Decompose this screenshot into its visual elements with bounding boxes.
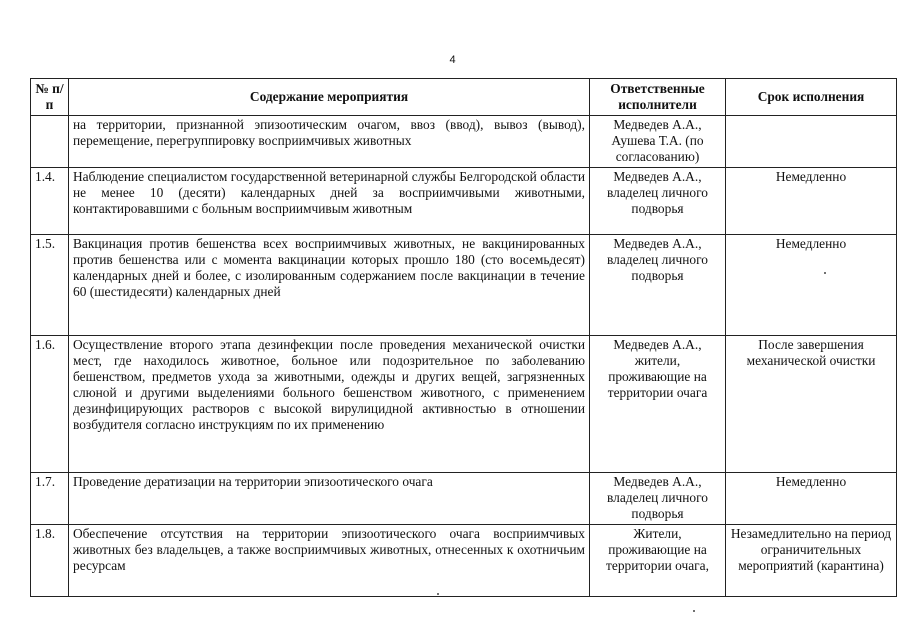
row-num: 1.6. <box>31 336 69 473</box>
measures-table <box>30 78 897 597</box>
header-content: Содержание мероприятия <box>69 79 590 116</box>
table-row <box>31 116 897 168</box>
row-num <box>31 116 69 168</box>
row-term: Немедленно <box>726 235 897 336</box>
row-num: 1.7. <box>31 473 69 525</box>
row-term: Немедленно <box>726 473 897 525</box>
row-num: 1.8. <box>31 525 69 597</box>
row-responsible: Медведев А.А., владелец личного подворья <box>590 473 726 525</box>
scan-speck <box>437 593 439 595</box>
scan-speck <box>824 272 826 274</box>
row-num: 1.4. <box>31 168 69 235</box>
row-term: Немедленно <box>726 168 897 235</box>
table-header-row <box>31 79 897 116</box>
table-row <box>31 336 897 473</box>
row-content: Обеспечение отсутствия на территории эпизоотического очага восприимчивых животных без владельцев, а также восприимчивых животных, отнесенных к охотничьим ресурсам <box>69 525 590 597</box>
scan-speck <box>693 610 695 612</box>
header-term: Срок исполнения <box>726 79 897 116</box>
header-responsible: Ответственные исполнители <box>590 79 726 116</box>
table-row <box>31 168 897 235</box>
row-responsible: Медведев А.А., владелец личного подворья <box>590 235 726 336</box>
row-content: на территории, признанной эпизоотическим очагом, ввоз (ввод), вывоз (вывод), перемещение, перегруппировку восприимчивых животных <box>69 116 590 168</box>
row-content: Наблюдение специалистом государственной ветеринарной службы Белгородской области не менее 10 (десяти) календарных дней за восприимчивыми животными, контактировавшими с больным восприимчивым животным <box>69 168 590 235</box>
row-content: Вакцинация против бешенства всех восприимчивых животных, не вакцинированных против бешенства или с момента вакцинации которых прошло 180 (сто восемьдесят) календарных дней и более, с изолированным содержанием после вакцинации в течение 60 (шестидесяти) календарных дней <box>69 235 590 336</box>
row-term: Незамедлительно на период ограничительных мероприятий (карантина) <box>726 525 897 597</box>
row-responsible: Медведев А.А., владелец личного подворья <box>590 168 726 235</box>
row-term <box>726 116 897 168</box>
row-content: Проведение дератизации на территории эпизоотического очага <box>69 473 590 525</box>
page-number: 4 <box>449 54 456 66</box>
table-row <box>31 525 897 597</box>
table-row <box>31 235 897 336</box>
table-row <box>31 473 897 525</box>
row-num: 1.5. <box>31 235 69 336</box>
row-content: Осуществление второго этапа дезинфекции после проведения механической очистки мест, где находилось животное, больное или подозрительное по заболеванию бешенством, предметов ухода за животными, одежды и других вещей, загрязненных слюной и другими выделениями больного бешенством животного, с применением дезинфицирующих растворов с высокой вирулицидной активностью в отношении возбудителя согласно инструкциям по их применению <box>69 336 590 473</box>
row-responsible: Медведев А.А., Аушева Т.А. (по согласованию) <box>590 116 726 168</box>
row-responsible: Жители, проживающие на территории очага, <box>590 525 726 597</box>
row-term: После завершения механической очистки <box>726 336 897 473</box>
row-responsible: Медведев А.А., жители, проживающие на территории очага <box>590 336 726 473</box>
header-num: № п/п <box>31 79 69 116</box>
